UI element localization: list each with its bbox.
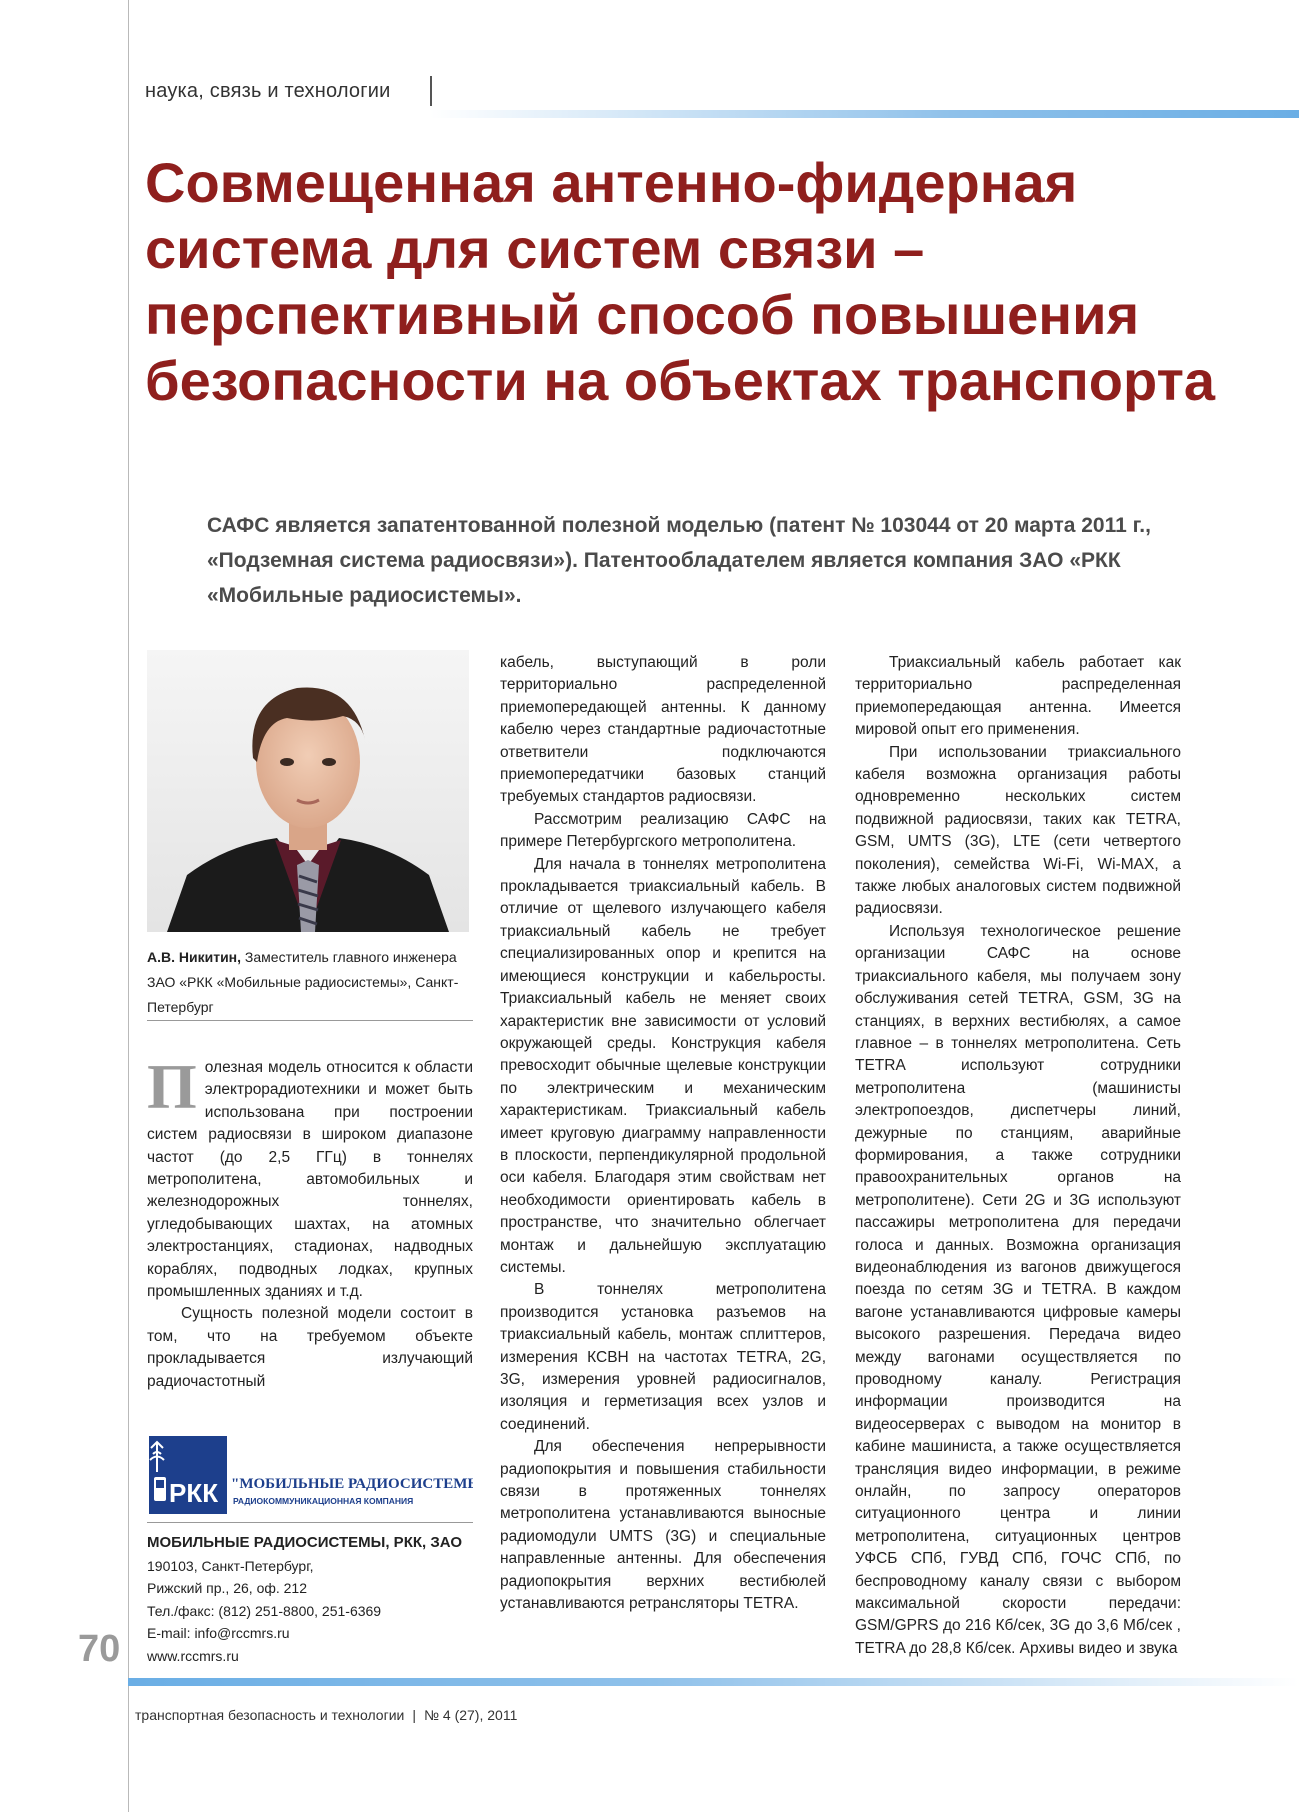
paragraph: Для обеспечения непрерывности радиопокрытия и повышения стабильности связи в протяженных тоннелях метрополитена устанавливаются выносные радиомодули UMTS (3G) и специальные направленные антенны. Для обеспечения радиопокрытия верхних вестибюлей устанавливаются ретрансляторы TETRA.	[500, 1438, 826, 1613]
footer	[135, 1707, 517, 1723]
paragraph-text: олезная модель относится к области электрорадиотехники и может быть использована при построении систем радиосвязи в широком диапазоне частот (до 2,5 ГГц) в тоннелях метрополитена, автомобильных и железнодорожных тоннелях, угледобывающих шахтах, на атомных электростанциях, стадионах, надводных кораблях, подводных лодках, крупных промышленных зданиях и т.д.	[147, 1059, 473, 1301]
author-caption	[147, 945, 473, 1020]
company-website[interactable]: www.rccmrs.ru	[147, 1647, 239, 1664]
text-column-3	[855, 652, 1181, 1660]
company-name: МОБИЛЬНЫЕ РАДИОСИСТЕМЫ, РКК, ЗАО	[147, 1534, 463, 1551]
paragraph: Для начала в тоннелях метрополитена прокладывается триаксиальный кабель. В отличие от щелевого излучающего кабеля триаксиальный кабель не требует специализированных опор и крепится на имеющиеся конструкции и кабельросты. Триаксиальный кабель не меняет своих характеристик вне зависимости от условий окружающей среды. Конструкция кабеля превосходит обычные щелевые конструкции по электрическим и механическим характеристикам. Триаксиальный кабель имеет круговую диаграмму направленности в плоскости, перпендикулярной продольной оси кабеля. Благодаря этим свойствам нет необходимости ориентировать кабель в пространстве, что значительно облегчает монтаж и дальнейшую эксплуатацию системы.	[500, 855, 826, 1276]
page-number: 70	[78, 1628, 121, 1670]
journal-name: транспортная безопасность и технологии	[135, 1707, 405, 1723]
footer-gradient-bar	[128, 1678, 1299, 1686]
author-position: Заместитель главного инженера ЗАО «РКК «Мобильные радиосистемы», Санкт-Петербург	[147, 949, 459, 1015]
logo-name: "МОБИЛЬНЫЕ РАДИОСИСТЕМЫ"	[231, 1476, 473, 1492]
footer-separator: |	[412, 1707, 416, 1723]
header-separator	[430, 76, 432, 106]
section-header: наука, связь и технологии	[145, 80, 391, 102]
company-address-line1: 190103, Санкт-Петербург,	[147, 1557, 314, 1574]
company-email[interactable]: E-mail: info@rccmrs.ru	[147, 1625, 290, 1641]
paragraph: Триаксиальный кабель работает как территориально распределенная приемопередающая антенна. Имеется мировой опыт его применения.	[855, 654, 1181, 739]
text-column-1	[147, 1051, 473, 1393]
text-column-2	[500, 652, 826, 1615]
article-lead: САФС является запатентованной полезной моделью (патент № 103044 от 20 марта 2011 г., «Подземная система радиосвязи»). Патентообладателем является компания ЗАО «РКК «Мобильные радиосистемы».	[207, 514, 1151, 607]
paragraph: При использовании триаксиального кабеля возможна организация работы одновременно нескольких систем подвижной радиосвязи, таких как TETRA, GSM, UMTS (3G), LTE (сети четвертого поколения), семейства Wi-Fi, Wi-MAX, а также любых аналоговых систем подвижной радиосвязи.	[855, 743, 1181, 918]
company-logo	[147, 1432, 473, 1517]
author-portrait-icon	[147, 650, 469, 932]
paragraph: В тоннелях метрополитена производится установка разъемов на триаксиальный кабель, монтаж сплиттеров, измерения КСВН на частотах TETRA, 2G, 3G, измерения уровней радиосигналов, изоляция и герметизация всех узлов и соединений.	[500, 1281, 826, 1433]
paragraph: Используя технологическое решение организации САФС на основе триаксиального кабеля, мы получаем зону обслуживания сетей TETRA, GSM, 3G на станциях, в верхних вестибюлях, а самое главное – в тоннелях метрополитена. Сеть TETRA используют сотрудники метрополитена (машинисты электропоездов, диспетчеры линий, дежурные по станциям, аварийные формирования, а также сотрудники правоохранительных органов на метрополитене). Сети 2G и 3G используют пассажиры метрополитена для передачи голоса и данных. Возможна организация видеонаблюдения из вагонов движущегося поезда по сетям 3G и TETRA. В каждом вагоне устанавливаются цифровые камеры высокого разрешения. Передача видео между вагонами осуществляется по проводному каналу. Регистрация информации производится на видеосерверах с выводом на монитор в кабине машиниста, а также осуществляется трансляция видео информации, в режиме онлайн, по запросу операторов ситуационного центра и линии метрополитена, ситуационных центров УФСБ СПб, ГУВД СПб, ГОЧС СПб, по беспроводному каналу связи с выбором максимальной скорости передачи: GSM/GPRS до 216 Кб/сек, 3G до 3,6 Мб/сек , TETRA до 28,8 Кб/сек. Архивы видео и звука	[855, 922, 1181, 1657]
header-gradient-bar	[430, 110, 1299, 118]
left-margin-rule	[128, 0, 129, 1812]
caption-divider	[147, 1020, 473, 1021]
company-phone: Тел./факс: (812) 251-8800, 251-6369	[147, 1602, 382, 1619]
dropcap: П	[147, 1051, 197, 1122]
article-title: Совмещенная антенно-фидерная система для систем связи – перспективный способ повышения безопасности на объектах транспорта	[145, 151, 1216, 412]
company-info	[147, 1532, 477, 1667]
paragraph: Рассмотрим реализацию САФС на примере Петербургского метрополитена.	[500, 810, 826, 851]
paragraph: Сущность полезной модели состоит в том, что на требуемом объекте прокладывается излучающий радиочастотный	[147, 1305, 473, 1390]
logo-abbr: РКК	[169, 1478, 219, 1508]
paragraph: кабель, выступающий в роли территориально распределенной приемопередающей антенны. К данному кабелю через стандартные радиочастотные ответвители подключаются приемопередатчики базовых станций требуемых стандартов радиосвязи.	[500, 654, 826, 806]
paragraph	[147, 1051, 473, 1303]
company-address-line2: Рижский пр., 26, оф. 212	[147, 1580, 308, 1596]
author-photo	[147, 650, 469, 932]
logo-divider	[147, 1522, 473, 1523]
author-name: А.В. Никитин,	[147, 949, 242, 965]
rkk-logo-icon	[147, 1432, 473, 1517]
issue-number: № 4 (27), 2011	[423, 1707, 518, 1723]
logo-tagline: РАДИОКОММУНИКАЦИОННАЯ КОМПАНИЯ	[233, 1496, 414, 1506]
